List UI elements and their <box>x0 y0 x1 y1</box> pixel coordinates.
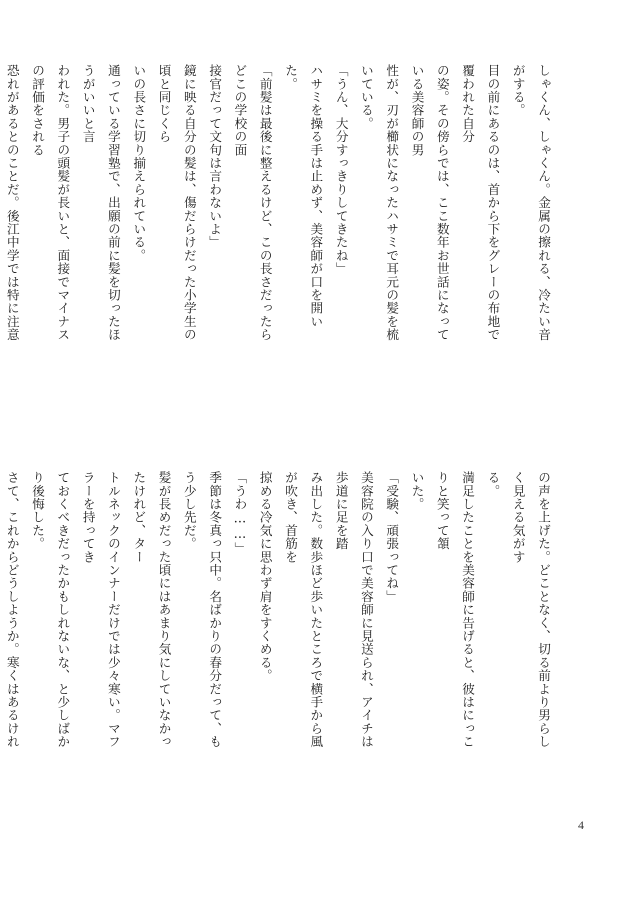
text-line: いた。 <box>409 471 425 511</box>
text-line: トルネックのインナーだけでは少々寒い。マフラーを持ってき <box>80 471 121 749</box>
text-line: 髪が長めだった頃にはあまり気にしていなかったけれど、ター <box>131 471 172 749</box>
text-line: ておくべきだったかもしれないな、と少しばかり後悔した。 <box>30 471 71 749</box>
upper-text-tier <box>4 64 556 352</box>
text-line: しゃくん、しゃくん。金属の擦れる、冷たい音がする。 <box>510 64 551 342</box>
text-line: 性が、刃が櫛状になったハサミで耳元の髪を梳いている。 <box>358 64 400 342</box>
page-number: 4 <box>578 818 584 832</box>
text-line: み出した。数歩ほど歩いたところで横手から風が吹き、首筋を <box>283 471 324 749</box>
text-line: 満足したことを美容師に告げると、彼はにっこりと笑って頷 <box>434 471 476 749</box>
text-line: さて、これからどうしようか。寒くはあるけれ <box>4 471 20 749</box>
text-line: の声を上げた。どことなく、切る前より男らしく見える気がす <box>510 471 551 749</box>
text-line: 通っている学習塾で、出願の前に髪を切ったほうがいいと言 <box>80 64 121 342</box>
text-line: る。 <box>485 471 501 498</box>
text-line: 「受験、頑張ってね」 <box>384 471 400 603</box>
text-line: われた。男子の頭髪が長いと、面接でマイナスの評価をされる <box>30 64 71 342</box>
text-line: 目の前にあるのは、首から下をグレーの布地で覆われた自分 <box>460 64 501 342</box>
text-line: 「うわ……」 <box>232 471 248 555</box>
text-line: 「うん、大分すっきりしてきたね」 <box>333 64 349 276</box>
text-line: 掠める冷気に思わず肩をすくめる。 <box>257 471 273 683</box>
text-line: 季節は冬真っ只中。名ばかりの春分だって、もう少し先だ。 <box>181 471 223 749</box>
lower-text-columns <box>0 471 556 759</box>
text-line: いの長さに切り揃えられている。 <box>131 64 147 262</box>
text-line: 鏡に映る自分の髪は、傷だらけだった小学生の頃と同じくら <box>156 64 197 342</box>
text-line: の姿。その傍らでは、ここ数年お世話になっている美容師の男 <box>409 64 450 342</box>
text-line: ハサミを操る手は止めず、美容師が口を開いた。 <box>283 64 324 328</box>
lower-text-tier <box>4 471 556 759</box>
text-line: 接官だって文句は言わないよ」 <box>207 64 223 249</box>
text-line: 美容院の入り口で美容師に見送られ、アイチは歩道に足を踏 <box>333 471 374 749</box>
text-line: 恐れがあるとのことだ。後江中学では特に注意 <box>4 64 20 342</box>
text-line: 「前髪は最後に整えるけど、この長さだったらどこの学校の面 <box>232 64 273 342</box>
upper-text-columns <box>0 64 556 352</box>
